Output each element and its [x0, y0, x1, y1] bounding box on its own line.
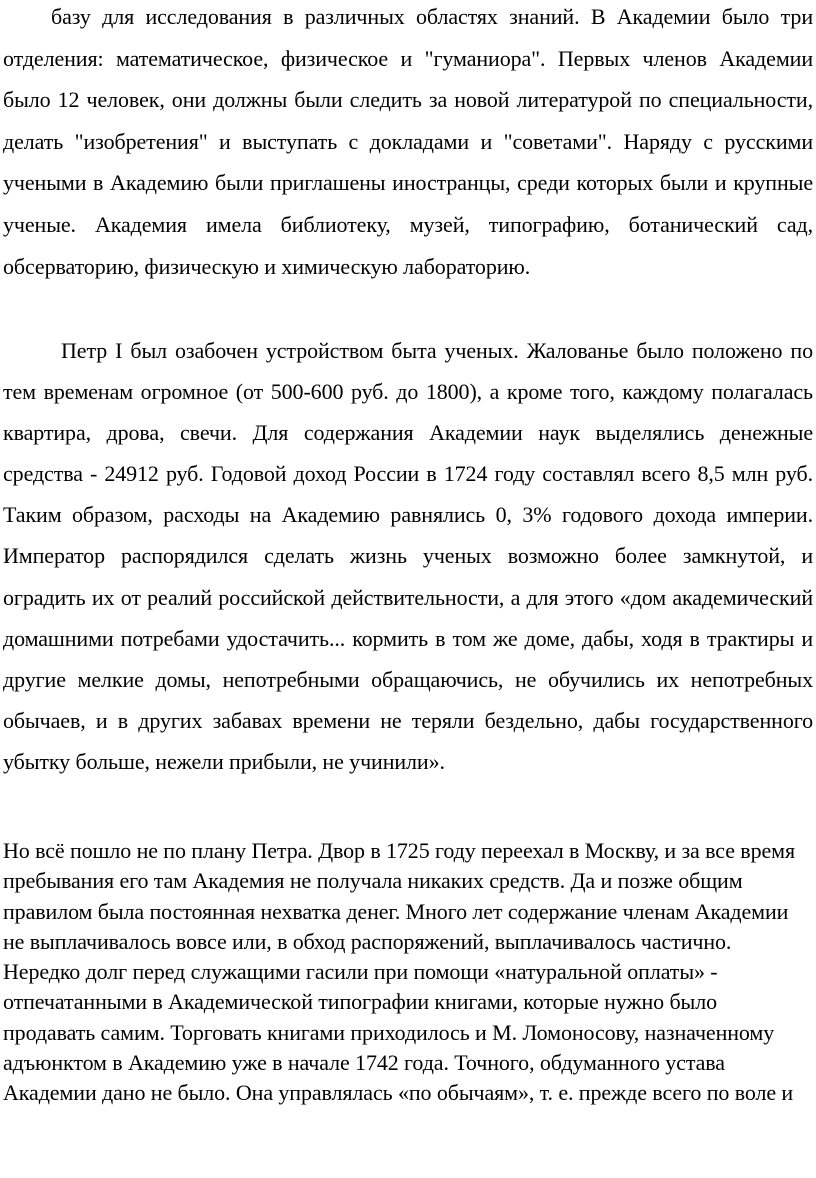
paragraph-funding-problems: Но всё пошло не по плану Петра. Двор в 1725 году переехал в Москву, и за все время пребывания его там Академия не получала никаких средств. Да и позже общим правилом была постоянная нехватка денег. Много лет содержание членам Академии не выплачивалось вовсе или, в обход распоряжений, выплачивалось частично. Нередко долг перед служащими гасили при помощи «натуральной оплаты» - отпечатанными в Академической типографии книгами, которые нужно было продавать самим. Торговать книгами приходилось и М. Ломоносову, назначенному адъюнктом в Академию уже в начале 1742 года. Точного, обдуманного устава Академии дано не было. Она управлялась «по обычаям», т. е. прежде всего по воле и — [3, 838, 795, 1106]
paragraph-text: базу для исследования в различных областях знаний. В Академии было три отделения: математическое, физическое и "гуманиора". Первых членов Академии было 12 человек, они должны были следить за новой литературой по специальности, делать "изобретения" и выступать с докладами и "советами". Наряду с русскими учеными в Академию были приглашены иностранцы, среди которых были и крупные ученые. Академия имела библиотеку, музей, типографию, ботанический сад, обсерваторию, физическую и химическую лабораторию. — [3, 4, 813, 279]
paragraph-academy-structure — [3, 0, 813, 287]
paragraph-scholars-life: Петр I был озабочен устройством быта ученых. Жалованье было положено по тем временам огромное (от 500-600 руб. до 1800), а кроме того, каждому полагалась квартира, дрова, свечи. Для содержания Академии наук выделялись денежные средства - 24912 руб. Годовой доход России в 1724 году составлял всего 8,5 млн руб. Таким образом, расходы на Академию равнялись 0, 3% годового дохода империи. Император распорядился сделать жизнь ученых возможно более замкнутой, и оградить их от реалий российской действительности, а для этого «дом академический домашними потребами удостачить... кормить в том же доме, дабы, ходя в трактиры и другие мелкие домы, непотребными обращаючись, не обучились их непотребных обычаев, и в других забавах времени не теряли бездельно, дабы государственного убытку больше, нежели прибыли, не учинили». — [3, 338, 813, 774]
